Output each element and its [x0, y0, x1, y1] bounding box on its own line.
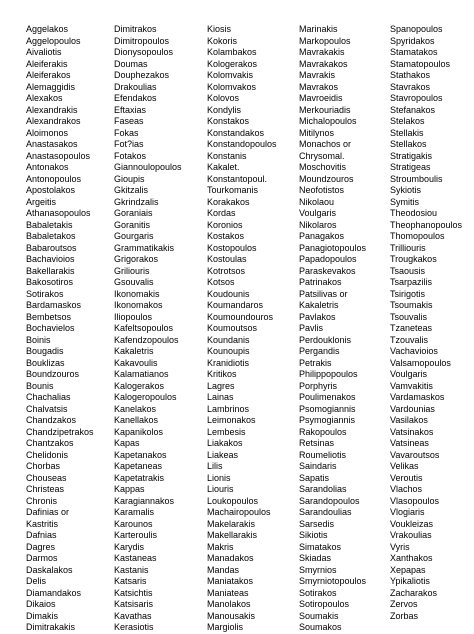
surname-entry: Fotakos [114, 150, 147, 161]
surname-entry: Voulgaris [299, 208, 337, 218]
surname-entry: Konstandopoulos [207, 139, 277, 149]
surname-entry: Makelarakis [207, 518, 256, 529]
surname-entry: Kondylis [207, 104, 242, 115]
surname-entry: Maniatakos [207, 576, 254, 586]
surname-entry: Ikonomakos [114, 300, 163, 310]
surname-entry: Vatsinakos [390, 426, 434, 437]
surname-entry: Kokoris [207, 35, 238, 46]
surname-entry: Pavlakos [299, 311, 336, 322]
surname-entry: Leimonakos [207, 415, 256, 425]
surname-entry: Lambrinos [207, 403, 250, 414]
surname-entry: Xanthakos [390, 553, 433, 563]
surname-entry: Manolakos [207, 599, 251, 609]
surname-entry: Alexandrakis [26, 104, 78, 115]
surname-entry: Ikonomakis [114, 288, 160, 299]
surname-entry: Smyrniotopoulos [299, 576, 367, 586]
surname-entry: Ypikaliotis [390, 576, 430, 586]
surname-entry: Antonakos [26, 162, 69, 172]
surname-entry: Zorbas [390, 610, 419, 621]
surname-entry: Karagiannakos [114, 495, 175, 506]
surname-entry: Tzaneteas [390, 323, 433, 333]
surname-entry: Karounos [114, 518, 153, 529]
surname-entry: Aggelakos [26, 24, 69, 34]
surname-entry: Stavrakos [390, 81, 431, 92]
surname-entry: Lilis [207, 461, 223, 471]
surname-entry: Pavlis [299, 323, 324, 333]
surname-entry: Christeas [26, 484, 65, 494]
surname-entry: Smyrnios [299, 564, 337, 575]
surname-entry: Dagres [26, 541, 56, 552]
surname-entry: Kostakos [207, 231, 245, 241]
surname-entry: Kotsos [207, 277, 235, 287]
surname-entry: Karydis [114, 541, 145, 552]
surname-entry: Anastasopoulos [26, 150, 91, 161]
surname-entry: Mavroeidis [299, 93, 343, 103]
surname-entry: Mavrakakis [299, 47, 345, 57]
surname-entry: Vatsineas [390, 438, 429, 448]
surname-entry: Tsouvalis [390, 311, 428, 322]
surname-entry: Voulgaris [390, 369, 428, 379]
surname-entry: Kakavoulis [114, 357, 158, 368]
surname-entry: Alexakos [26, 93, 63, 103]
surname-entry: Kalogerakos [114, 380, 165, 391]
surname-entry: Perdouklonis [299, 334, 352, 345]
surname-entry: Kiosis [207, 24, 232, 34]
surname-entry: Chachalias [26, 392, 71, 402]
surname-entry: Karamalis [114, 507, 155, 517]
surname-entry: Koumoundouros [207, 311, 274, 322]
surname-entry: Stratigeas [390, 162, 431, 172]
surname-entry: Kastaneas [114, 553, 157, 563]
surname-entry: Darmos [26, 553, 58, 563]
surname-entry: Neofotistos [299, 185, 345, 195]
surname-entry: Chouseas [26, 472, 67, 483]
surname-entry: Monachos or [299, 139, 352, 149]
surname-entry: Vavaroutsos [390, 449, 440, 460]
surname-entry: Vyris [390, 541, 410, 552]
surname-entry: Soumakos [299, 622, 342, 632]
surname-entry: Merkouriadis [299, 104, 351, 115]
surname-entry: Gsouvalis [114, 277, 154, 287]
surname-entry: Boundzouros [26, 369, 80, 379]
surname-entry: Chorbas [26, 461, 61, 471]
surname-entry: Spanopoulos [390, 24, 443, 34]
surname-entry: Kakaletris [114, 346, 154, 356]
surname-entry: Velikas [390, 461, 419, 471]
surname-entry: Bakosotiros [26, 277, 74, 287]
surname-entry: Konstantopoul. [207, 173, 268, 184]
surname-entry: Psymogiannis [299, 415, 356, 425]
surname-entry: Vrakoulias [390, 530, 432, 540]
surname-column-1 [26, 24, 110, 634]
surname-entry: Liouris [207, 484, 234, 494]
surname-entry: Katsisaris [114, 599, 154, 609]
surname-entry: Chandzakos [26, 415, 77, 425]
surname-entry: Griliouris [114, 265, 150, 276]
surname-entry: Bouklizas [26, 357, 65, 368]
surname-entry: Dafinias or [26, 507, 70, 517]
surname-entry: Kologerakos [207, 58, 258, 69]
surname-entry: Mavrakakos [299, 58, 348, 69]
surname-entry: Drakoulias [114, 81, 157, 92]
surname-entry: Moschovitis [299, 162, 347, 172]
surname-entry: Stamatakos [390, 47, 438, 57]
surname-entry: Manadakos [207, 553, 254, 563]
surname-entry: Aleiferakis [26, 58, 68, 69]
surname-entry: Stathakos [390, 70, 431, 80]
surname-entry: Panagiotopoulos [299, 242, 367, 253]
surname-entry: Aggelopoulos [26, 35, 81, 46]
surname-entry: Vardamaskos [390, 392, 445, 402]
surname-entry: Kakaletris [299, 300, 339, 310]
surname-entry: Kritikos [207, 369, 237, 379]
surname-entry: Kavathas [114, 610, 152, 621]
surname-entry: Patrinakos [299, 277, 342, 287]
surname-column-3 [207, 24, 291, 634]
surname-entry: Makellarakis [207, 530, 258, 540]
surname-entry: Katsaris [114, 576, 147, 586]
surname-entry: Dimakis [26, 610, 59, 621]
surname-entry: Bochavielos [26, 323, 75, 333]
surname-entry: Koronios [207, 219, 243, 230]
surname-entry: Lainas [207, 392, 234, 402]
surname-entry: Antonopoulos [26, 173, 82, 184]
surname-entry: Petrakis [299, 357, 332, 368]
surname-entry: Bardamaskos [26, 300, 82, 310]
surname-entry: Kordas [207, 208, 236, 218]
surname-entry: Tsarpazilis [390, 277, 433, 287]
surname-entry: Kolovos [207, 93, 240, 103]
surname-entry: Korakakos [207, 196, 250, 207]
surname-entry: Delis [26, 576, 47, 586]
surname-entry: Nikolaros [299, 219, 337, 230]
surname-entry: Faseas [114, 116, 144, 126]
surname-entry: Doumas [114, 58, 148, 69]
surname-entry: Grammatikakis [114, 242, 175, 253]
surname-entry: Dimitrakos [114, 24, 157, 34]
surname-entry: Gioupis [114, 173, 145, 184]
surname-entry: Sikiotis [299, 530, 328, 540]
surname-entry: Mandas [207, 564, 240, 575]
surname-entry: Marinakis [299, 24, 338, 34]
surname-entry: Poulimenakos [299, 392, 356, 402]
surname-entry: Gkitzalis [114, 185, 149, 195]
surname-entry: Vasilakos [390, 415, 428, 425]
surname-entry: Babaletakos [26, 231, 76, 241]
surname-entry: Symitis [390, 196, 419, 207]
surname-entry: Kostoulas [207, 254, 247, 264]
surname-entry: Machairopoulos [207, 507, 271, 517]
surname-entry: Kapanikolos [114, 426, 164, 437]
surname-entry: Diamandakos [26, 587, 82, 598]
surname-entry: Sarandoulias [299, 507, 352, 517]
surname-entry: Margiolis [207, 622, 244, 632]
surname-entry: Stellakis [390, 127, 424, 138]
surname-entry: Apostolakos [26, 185, 76, 195]
surname-entry: Nikolaou [299, 196, 335, 207]
surname-entry: Retsinas [299, 438, 335, 448]
surname-entry: Tsirigotis [390, 288, 426, 299]
surname-entry: Porphyris [299, 380, 338, 391]
surname-entry: Kafeltsopoulos [114, 323, 174, 333]
surname-entry: Goraniais [114, 208, 153, 218]
surname-entry: Koundanis [207, 334, 250, 345]
surname-entry: Dikaios [26, 599, 56, 609]
surname-entry: Xepapas [390, 564, 426, 575]
surname-entry: Tzouvalis [390, 334, 429, 345]
surname-entry: Alexandrakos [26, 116, 81, 126]
surname-entry: Fokas [114, 127, 139, 138]
surname-entry: Karteroulis [114, 530, 158, 540]
surname-entry: Aleiferakos [26, 70, 71, 80]
surname-entry: Dionysopoulos [114, 47, 174, 57]
surname-entry: Katsichtis [114, 587, 153, 598]
surname-entry: Kolomvakos [207, 81, 257, 92]
surname-entry: Trilliouris [390, 242, 426, 253]
surname-entry: Aloimonos [26, 127, 69, 138]
surname-entry: Loukopoulos [207, 495, 259, 506]
surname-entry: Kerasiotis [114, 622, 154, 632]
surname-entry: Papadopoulos [299, 254, 357, 264]
surname-entry: Stavropoulos [390, 93, 443, 103]
surname-entry: Sarandopoulos [299, 495, 360, 506]
surname-entry: Kapas [114, 438, 140, 448]
surname-entry: Simatakos [299, 541, 342, 552]
surname-entry: Sotiropoulos [299, 599, 350, 609]
surname-entry: Moundzouros [299, 173, 354, 184]
surname-entry: Kastritis [26, 518, 59, 529]
surname-entry: Sotirakos [299, 587, 337, 598]
surname-entry: Voukleizas [390, 518, 434, 529]
surname-entry: Kastanis [114, 564, 149, 575]
surname-entry: Sapatis [299, 472, 330, 483]
surname-entry: Stefanakos [390, 104, 436, 115]
surname-column-4 [299, 24, 383, 634]
surname-entry: Sotirakos [26, 288, 64, 299]
surname-entry: Efendakos [114, 93, 157, 103]
surname-entry: Chantzakos [26, 438, 74, 448]
surname-entry: Gourgaris [114, 231, 154, 241]
surname-entry: Soumakis [299, 610, 339, 621]
surname-entry: Liakeas [207, 449, 239, 460]
surname-entry: Mitilynos [299, 127, 335, 138]
surname-entry: Tsoumakis [390, 300, 433, 310]
surname-entry: Bakellarakis [26, 265, 75, 276]
surname-entry: Psomogiannis [299, 403, 356, 414]
surname-entry: Kalogeropoulos [114, 392, 177, 402]
surname-entry: Kapetatrakis [114, 472, 165, 483]
surname-entry: Stelakos [390, 116, 425, 126]
surname-entry: Koudounis [207, 288, 250, 299]
surname-entry: Vachavioios [390, 346, 438, 356]
surname-entry: Lionis [207, 472, 231, 483]
surname-entry: Kolomvakis [207, 70, 254, 80]
surname-entry: Thomopoulos [390, 231, 445, 241]
surname-entry: Kapetanakos [114, 449, 167, 460]
surname-entry: Stroumboulis [390, 173, 443, 184]
surname-entry: Chandzipetrakos [26, 426, 94, 437]
surname-entry: Kounoupis [207, 346, 250, 356]
surname-entry: Kakalet. [207, 162, 240, 172]
surname-entry: Mavrakos [299, 81, 339, 92]
surname-entry: Vardounias [390, 403, 435, 414]
surname-entry: Sarandolias [299, 484, 347, 494]
surname-entry: Sarsedis [299, 518, 335, 529]
surname-entry: Spyridakos [390, 35, 435, 46]
surname-entry: Chronis [26, 495, 58, 506]
surname-entry: Bachavioios [26, 254, 75, 264]
surname-entry: Goranitis [114, 219, 151, 230]
surname-entry: Kalamatianos [114, 369, 169, 379]
surname-entry: Veroutis [390, 472, 423, 483]
surname-entry: Kolambakos [207, 47, 257, 57]
surname-entry: Dimitropoulos [114, 35, 170, 46]
surname-entry: Stratigakis [390, 150, 433, 161]
surname-entry: Michalopoulos [299, 116, 357, 126]
surname-entry: Lagres [207, 380, 235, 391]
surname-entry: Valsamopoulos [390, 357, 451, 368]
surname-entry: Saindaris [299, 461, 337, 471]
surname-entry: Stellakos [390, 139, 427, 149]
surname-entry: Vlasopoulos [390, 495, 440, 506]
surname-entry: Pergandis [299, 346, 340, 356]
surname-entry: Vlachos [390, 484, 423, 494]
surname-entry: Markopoulos [299, 35, 351, 46]
surname-entry: Konstanis [207, 150, 247, 161]
surname-entry: Skiadas [299, 553, 332, 563]
surname-entry: Tourkomanis [207, 185, 259, 195]
surname-entry: Theodosiou [390, 208, 438, 218]
surname-entry: Patsilivas or [299, 288, 348, 299]
surname-entry: Kanelakos [114, 403, 157, 414]
surname-entry: Vlogiaris [390, 507, 425, 517]
surname-entry: Zacharakos [390, 587, 438, 598]
surname-entry: Philippopoulos [299, 369, 358, 379]
surname-entry: Kotrotsos [207, 265, 246, 276]
surname-entry: Douphezakos [114, 70, 170, 80]
surname-entry: Liakakos [207, 438, 243, 448]
surname-entry: Trougkakos [390, 254, 437, 264]
surname-entry: Sykiotis [390, 185, 422, 195]
surname-entry: Paraskevakos [299, 265, 356, 276]
surname-entry: Dafnias [26, 530, 57, 540]
surname-entry: Dimitrakakis [26, 622, 76, 632]
surname-entry: Konstandakos [207, 127, 265, 138]
surname-entry: Roumeliotis [299, 449, 347, 460]
surname-entry: Chrysomal. [299, 150, 345, 161]
surname-entry: Tsaousis [390, 265, 426, 276]
surname-entry: Maniateas [207, 587, 249, 598]
surname-entry: Bougadis [26, 346, 64, 356]
surname-entry: Chelidonis [26, 449, 69, 460]
surname-entry: Stamatopoulos [390, 58, 451, 69]
surname-entry: Kostopoulos [207, 242, 257, 253]
surname-entry: Rakopoulos [299, 426, 347, 437]
surname-entry: Konstakos [207, 116, 250, 126]
surname-entry: Theophanopoulos [390, 219, 463, 230]
surname-entry: Panagakos [299, 231, 345, 241]
surname-entry: Zervos [390, 599, 418, 609]
surname-entry: Daskalakos [26, 564, 73, 575]
surname-entry: Giannoulopoulos [114, 162, 182, 172]
surname-entry: Eftaxias [114, 104, 147, 115]
surname-entry: Manousakis [207, 610, 256, 621]
surname-entry: Bembetsos [26, 311, 72, 322]
surname-column-2 [114, 24, 198, 634]
surname-entry: Boinis [26, 334, 51, 345]
surname-entry: Koumoutsos [207, 323, 258, 333]
surname-entry: Kafendzopoulos [114, 334, 179, 345]
surname-column-5 [390, 24, 474, 622]
surname-entry: Alemaggidis [26, 81, 76, 92]
surname-entry: Makris [207, 541, 234, 552]
surname-entry: Gkrindzalis [114, 196, 159, 207]
surname-entry: Babaroutsos [26, 242, 77, 253]
surname-entry: Kapetaneas [114, 461, 163, 471]
surname-entry: Babaletakis [26, 219, 73, 230]
surname-entry: Anastasakos [26, 139, 78, 149]
surname-entry: Fot?ias [114, 139, 144, 149]
surname-entry: Argeitis [26, 196, 57, 207]
surname-entry: Mavrakis [299, 70, 336, 80]
surname-entry: Iliopoulos [114, 311, 153, 322]
surname-entry: Grigorakos [114, 254, 159, 264]
surname-entry: Koumandaros [207, 300, 264, 310]
surname-entry: Vamvakitis [390, 380, 433, 391]
surname-entry: Lembesis [207, 426, 246, 437]
surname-entry: Kranidiotis [207, 357, 250, 368]
surname-entry: Aivaliotis [26, 47, 62, 57]
surname-entry: Chalvatsis [26, 403, 68, 414]
surname-entry: Athanasopoulos [26, 208, 91, 218]
surname-entry: Kanellakos [114, 415, 159, 425]
surname-entry: Bounis [26, 380, 54, 391]
surname-entry: Kappas [114, 484, 145, 494]
